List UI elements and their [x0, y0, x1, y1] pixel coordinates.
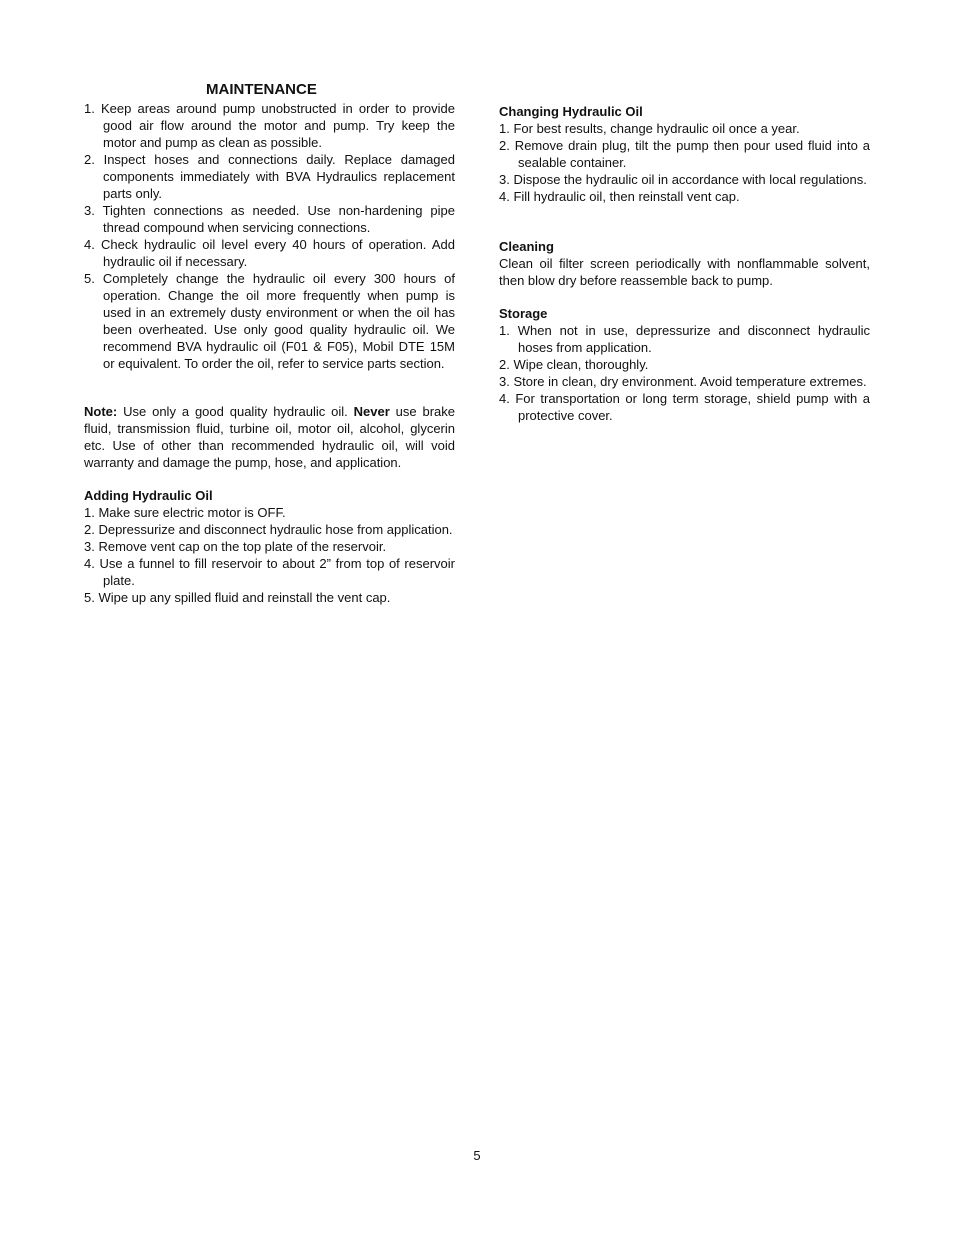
list-item: 2. Depressurize and disconnect hydraulic hose from application. — [84, 522, 453, 537]
storage-list — [499, 322, 870, 424]
list-item: 4. For transportation or long term storage, shield pump with a protective cover. — [499, 391, 870, 423]
list-item: 1. For best results, change hydraulic oil once a year. — [499, 121, 800, 136]
list-item: 5. Wipe up any spilled fluid and reinstall the vent cap. — [84, 590, 391, 605]
list-item: 3. Tighten connections as needed. Use non-hardening pipe thread compound when servicing connections. — [84, 203, 455, 235]
adding-heading: Adding Hydraulic Oil — [84, 488, 213, 503]
list-item: 5. Completely change the hydraulic oil every 300 hours of operation. Change the oil more frequently when pump is used in an extremely dusty environment or when the oil has been overheated. Use only good quality hydraulic oil. We recommend BVA hydraulic oil (F01 & F05), Mobil DTE 15M or equivalent. To order the oil, refer to service parts section. — [84, 271, 455, 371]
note-never: Never — [353, 404, 390, 419]
storage-heading: Storage — [499, 306, 548, 321]
list-item: 2. Wipe clean, thoroughly. — [499, 357, 649, 372]
note-label: Note: — [84, 404, 118, 419]
list-item: 4. Use a funnel to fill reservoir to about 2” from top of reservoir plate. — [84, 556, 455, 588]
list-item: 3. Dispose the hydraulic oil in accordance with local regulations. — [499, 172, 867, 187]
page-number: 5 — [473, 1148, 481, 1163]
cleaning-heading: Cleaning — [499, 239, 554, 254]
note-text-2: use brake fluid, transmission fluid, turbine oil, motor oil, alcohol, glycerin etc. Use of other than recommended hydraulic oil, will void warranty and damage the pump, hose, and application. — [84, 404, 456, 470]
storage-section — [499, 305, 870, 424]
list-item: 3. Remove vent cap on the top plate of the reservoir. — [84, 539, 387, 554]
list-item: 1. Make sure electric motor is OFF. — [84, 505, 286, 520]
note-text-1: Use only a good quality hydraulic oil. — [117, 404, 354, 419]
changing-section — [499, 103, 870, 205]
adding-section — [84, 487, 455, 606]
list-item: 1. Keep areas around pump unobstructed in order to provide good air flow around the motor and pump. Try keep the motor and pump as clean as possible. — [84, 101, 455, 150]
note-paragraph — [84, 403, 455, 471]
page-title: MAINTENANCE — [206, 81, 317, 98]
cleaning-section — [499, 238, 870, 289]
changing-list — [499, 120, 870, 205]
list-item: 4. Fill hydraulic oil, then reinstall vent cap. — [499, 189, 740, 204]
cleaning-text: Clean oil filter screen periodically with nonflammable solvent, then blow dry before reassemble back to pump. — [499, 256, 870, 288]
list-item: 2. Remove drain plug, tilt the pump then pour used fluid into a sealable container. — [499, 138, 870, 170]
changing-heading: Changing Hydraulic Oil — [499, 104, 643, 119]
adding-list — [84, 504, 455, 606]
list-item: 3. Store in clean, dry environment. Avoid temperature extremes. — [499, 374, 867, 389]
list-item: 2. Inspect hoses and connections daily. Replace damaged components immediately with BVA Hydraulics replacement parts only. — [84, 152, 455, 201]
maintenance-list — [84, 100, 455, 372]
list-item: 4. Check hydraulic oil level every 40 hours of operation. Add hydraulic oil if necessary. — [84, 237, 455, 269]
list-item: 1. When not in use, depressurize and disconnect hydraulic hoses from application. — [499, 323, 870, 355]
